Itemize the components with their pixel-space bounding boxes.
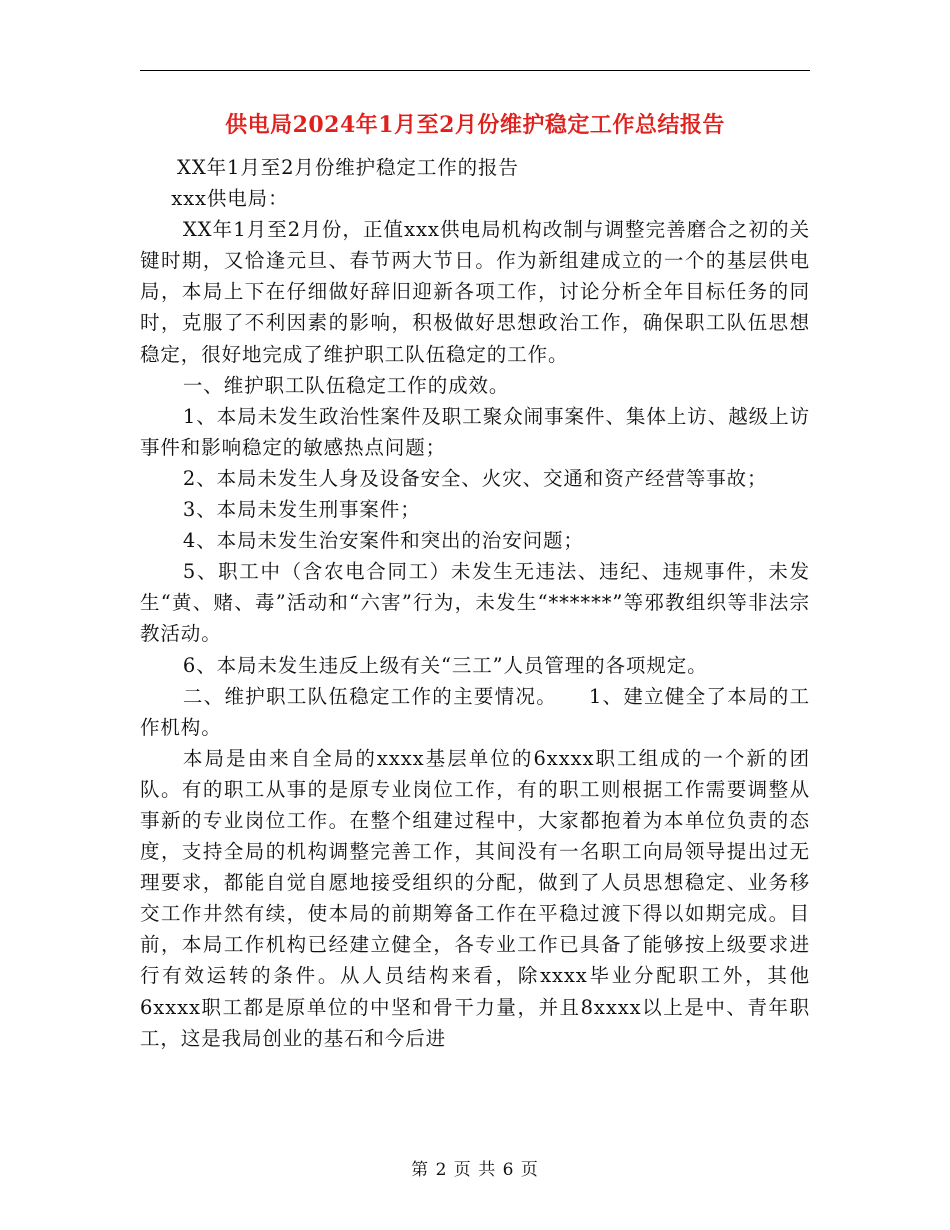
list-item-4: 4、本局未发生治安案件和突出的治安问题； [182, 529, 584, 553]
section-heading-2: 二、维护职工队伍稳定工作的主要情况。 1、建立健全了本局的工作机构。 [140, 684, 810, 739]
list-item-2: 2、本局未发生人身及设备安全、火灾、交通和资产经营等事故； [182, 466, 768, 490]
page-number: 第 2 页 共 6 页 [411, 1160, 539, 1180]
document-body [140, 152, 810, 1054]
list-item-5: 5、职工中（含农电合同工）未发生无违法、违纪、违规事件，未发生“黄、赌、毒”活动和“六害”行为，未发生“******”等邪教组织等非法宗教活动。 [140, 560, 810, 646]
list-item-1: 1、本局未发生政治性案件及职工聚众闹事案件、集体上访、越级上访事件和影响稳定的敏感热点问题； [140, 404, 810, 459]
list-item-6: 6、本局未发生违反上级有关“三工”人员管理的各项规定。 [182, 653, 708, 677]
list-item-3: 3、本局未发生刑事案件； [182, 498, 421, 522]
addressee: xxx供电局： [171, 187, 289, 211]
document-title: 供电局2024年1月至2月份维护稳定工作总结报告 [225, 112, 725, 138]
section-heading-1: 一、维护职工队伍稳定工作的成效。 [182, 373, 510, 397]
header-rule [140, 70, 810, 71]
report-subtitle: XX年1月至2月份维护稳定工作的报告 [177, 156, 519, 179]
body-paragraph: 本局是由来自全局的xxxx基层单位的6xxxx职工组成的一个新的团队。有的职工从事的是原专业岗位工作，有的职工则根据工作需要调整从事新的专业岗位工作。在整个组建过程中，大家都抱着为本单位负责的态度，支持全局的机构调整完善工作，其间没有一名职工向局领导提出过无理要求，都能自觉自愿地接受组织的分配，做到了人员思想稳定、业务移交工作井然有续，使本局的前期筹备工作在平稳过渡下得以如期完成。目前，本局工作机构已经建立健全，各专业工作已具备了能够按上级要求进行有效运转的条件。从人员结构来看，除xxxx毕业分配职工外，其他6xxxx职工都是原单位的中坚和骨干力量，并且8xxxx以上是中、青年职工，这是我局创业的基石和今后进 [140, 746, 810, 1050]
intro-paragraph: XX年1月至2月份，正值xxx供电局机构改制与调整完善磨合之初的关键时期，又恰逢元旦、春节两大节日。作为新组建成立的一个的基层供电局，本局上下在仔细做好辞旧迎新各项工作，讨论分析全年目标任务的同时，克服了不利因素的影响，积极做好思想政治工作，确保职工队伍思想稳定，很好地完成了维护职工队伍稳定的工作。 [140, 218, 810, 366]
